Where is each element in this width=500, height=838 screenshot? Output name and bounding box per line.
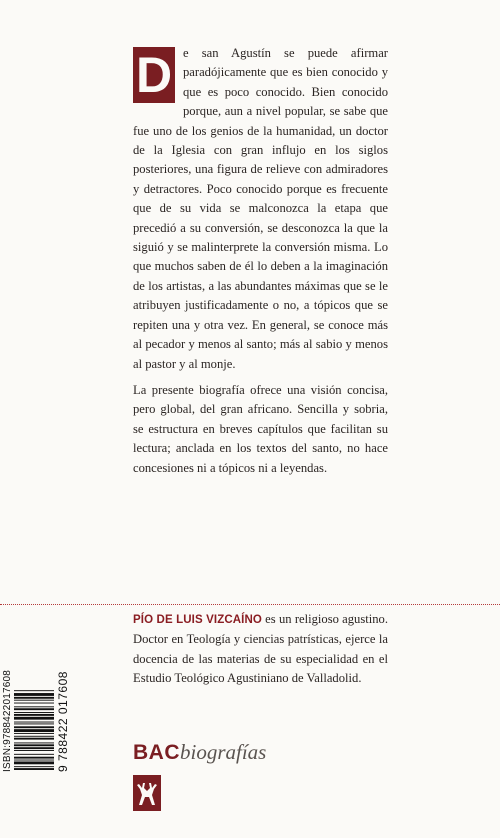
blurb-paragraph-1-text: e san Agustín se puede afirmar paradójicamente que es bien conocido y que es poco conocido. Bien conocido porque, aun a nivel popular, se sabe que fue uno de los genios de la humanidad, un doctor de la Iglesia con gran influjo en los siglos posteriores, una figura de relieve con admiradores y detractores. Poco conocido porque es frecuente que de su vida se malconozca la etapa que precedió a su conversión, se desconozca la que la siguió y se malinterprete la conversión misma. Lo que muchos saben de él lo deben a la imaginación de los artistas, a las abundantes máximas que se le atribuyen justificadamente o no, a tópicos que se repiten una y otra vez. En general, se conoce más al pecador y menos al santo; más al sabio y menos al pastor y al monje. xyxy=(133,46,388,371)
barcode-bar xyxy=(14,722,54,723)
author-note xyxy=(133,610,388,689)
barcode-bar xyxy=(14,697,54,699)
author-bio: es un religioso agustino. Doctor en Teología y ciencias patrísticas, ejerce la docencia de las materias de su especialidad en el Estudio Teológico Agustiniano de Valladolid. xyxy=(133,612,388,686)
blurb-paragraph-2: La presente biografía ofrece una visión concisa, pero global, del gran africano. Sencilla y sobria, se estructura en breves capítulos que facilitan su lectura; anclada en los textos del santo, no hace concesiones ni a tópicos ni a leyendas. xyxy=(133,382,388,475)
barcode-bar xyxy=(14,690,54,691)
logo-brand: BAC xyxy=(133,741,180,764)
isbn-digits: 9 788422 017608 xyxy=(56,671,70,772)
blurb-text xyxy=(133,44,388,485)
author-name: PÍO DE LUIS VIZCAÍNO xyxy=(133,614,262,626)
barcode-bars-icon xyxy=(14,662,54,772)
logo-series: biografías xyxy=(180,740,267,764)
barcode-bar xyxy=(14,757,54,759)
barcode-bar xyxy=(14,700,54,701)
dotted-divider xyxy=(0,604,500,605)
barcode-bar xyxy=(14,738,54,740)
barcode-bar xyxy=(14,768,54,770)
barcode-bar xyxy=(14,766,54,767)
barcode-bar xyxy=(14,714,54,716)
barcode-bar xyxy=(14,742,54,743)
isbn-barcode xyxy=(2,632,112,772)
barcode-bar xyxy=(14,736,54,737)
barcode-bar xyxy=(14,703,54,704)
barcode-bar xyxy=(14,761,54,764)
barcode-bar xyxy=(14,723,54,724)
isbn-label: ISBN:9788422017608 xyxy=(2,669,13,772)
deer-emblem-icon xyxy=(133,775,161,811)
blurb-paragraph-1 xyxy=(133,44,388,374)
barcode-bar xyxy=(14,693,54,696)
barcode-bar xyxy=(14,747,54,749)
barcode-bar xyxy=(14,729,54,732)
publisher-logo xyxy=(133,740,266,770)
barcode-bar xyxy=(14,717,54,720)
barcode-bar xyxy=(14,733,54,734)
barcode-bar xyxy=(14,750,54,751)
barcode-bar xyxy=(14,712,54,713)
barcode-bar xyxy=(14,754,54,755)
barcode-bar xyxy=(14,706,54,707)
barcode-bar xyxy=(14,726,54,728)
barcode-bar xyxy=(14,760,54,761)
barcode-bar xyxy=(14,744,54,746)
drop-cap: D xyxy=(133,47,175,103)
barcode-bar xyxy=(14,708,54,710)
